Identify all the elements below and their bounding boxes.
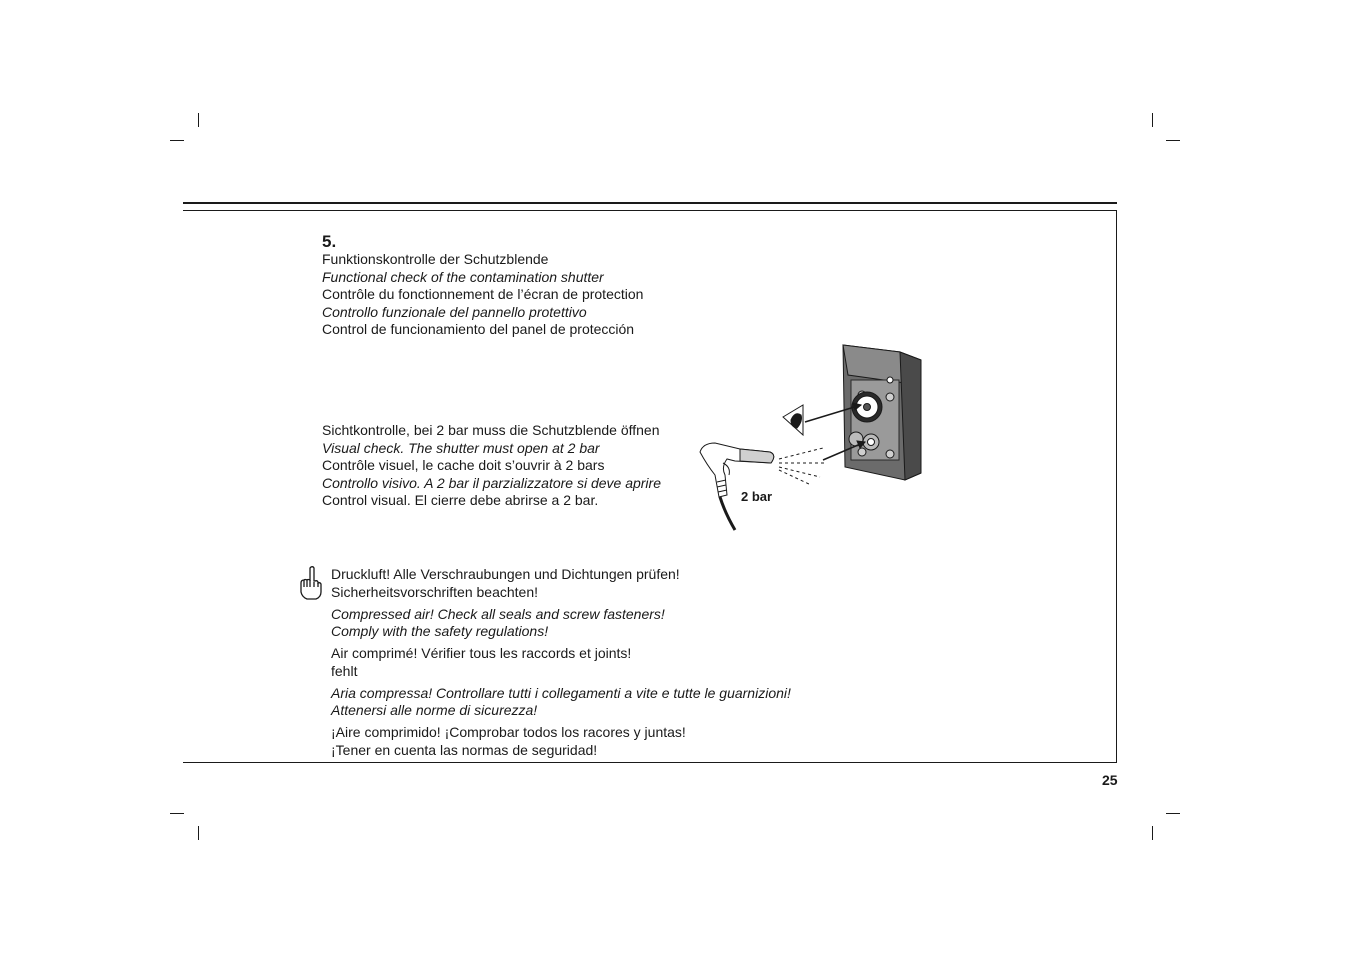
crop-mark (170, 140, 184, 141)
check-en: Visual check. The shutter must open at 2 bar (322, 439, 600, 456)
title-en: Functional check of the contamination shutter (322, 268, 604, 285)
title-de: Funktionskontrolle der Schutzblende (322, 251, 549, 267)
step-title (322, 251, 643, 339)
warning-it-line: Aria compressa! Controllare tutti i collegamenti a vite e tutte le guarnizioni! (331, 684, 791, 701)
crop-mark (198, 113, 199, 127)
page-number: 25 (1102, 772, 1118, 788)
crop-mark (1166, 813, 1180, 814)
air-gun-shutter-illustration (695, 335, 930, 535)
warning-de-line: Sicherheitsvorschriften beachten! (331, 583, 538, 600)
pressure-label: 2 bar (741, 489, 773, 504)
warning-fr-line: Air comprimé! Vérifier tous les raccords et joints! (331, 645, 632, 661)
visual-check-instructions (322, 422, 661, 510)
top-rule (183, 202, 1117, 204)
pointing-hand-icon (298, 565, 324, 601)
crop-mark (1166, 140, 1180, 141)
step-number: 5. (322, 232, 337, 251)
crop-mark (1152, 826, 1153, 840)
check-it: Controllo visivo. A 2 bar il parzializzatore si deve aprire (322, 474, 661, 491)
crop-mark (170, 813, 184, 814)
check-fr: Contrôle visuel, le cache doit s’ouvrir à 2 bars (322, 457, 605, 473)
warning-es-line: ¡Aire comprimido! ¡Comprobar todos los racores y juntas! (331, 724, 686, 740)
warning-es-line: ¡Tener en cuenta las normas de seguridad! (331, 741, 598, 758)
warning-en-line: Compressed air! Check all seals and screw fasteners! (331, 605, 665, 622)
check-es: Control visual. El cierre debe abrirse a 2 bar. (322, 492, 599, 508)
warning-en-line: Comply with the safety regulations! (331, 623, 549, 639)
crop-mark (1152, 113, 1153, 127)
warning-de-line: Druckluft! Alle Verschraubungen und Dichtungen prüfen! (331, 566, 680, 582)
title-es: Control de funcionamiento del panel de protección (322, 321, 635, 337)
check-de: Sichtkontrolle, bei 2 bar muss die Schutzblende öffnen (322, 422, 660, 438)
warning-it-line: Attenersi alle norme di sicurezza! (331, 702, 538, 718)
warning-fr-line: fehlt (331, 662, 358, 679)
title-fr: Contrôle du fonctionnement de l’écran de protection (322, 286, 644, 302)
crop-mark (198, 826, 199, 840)
compressed-air-warning (331, 566, 791, 764)
title-it: Controllo funzionale del pannello protettivo (322, 303, 587, 320)
